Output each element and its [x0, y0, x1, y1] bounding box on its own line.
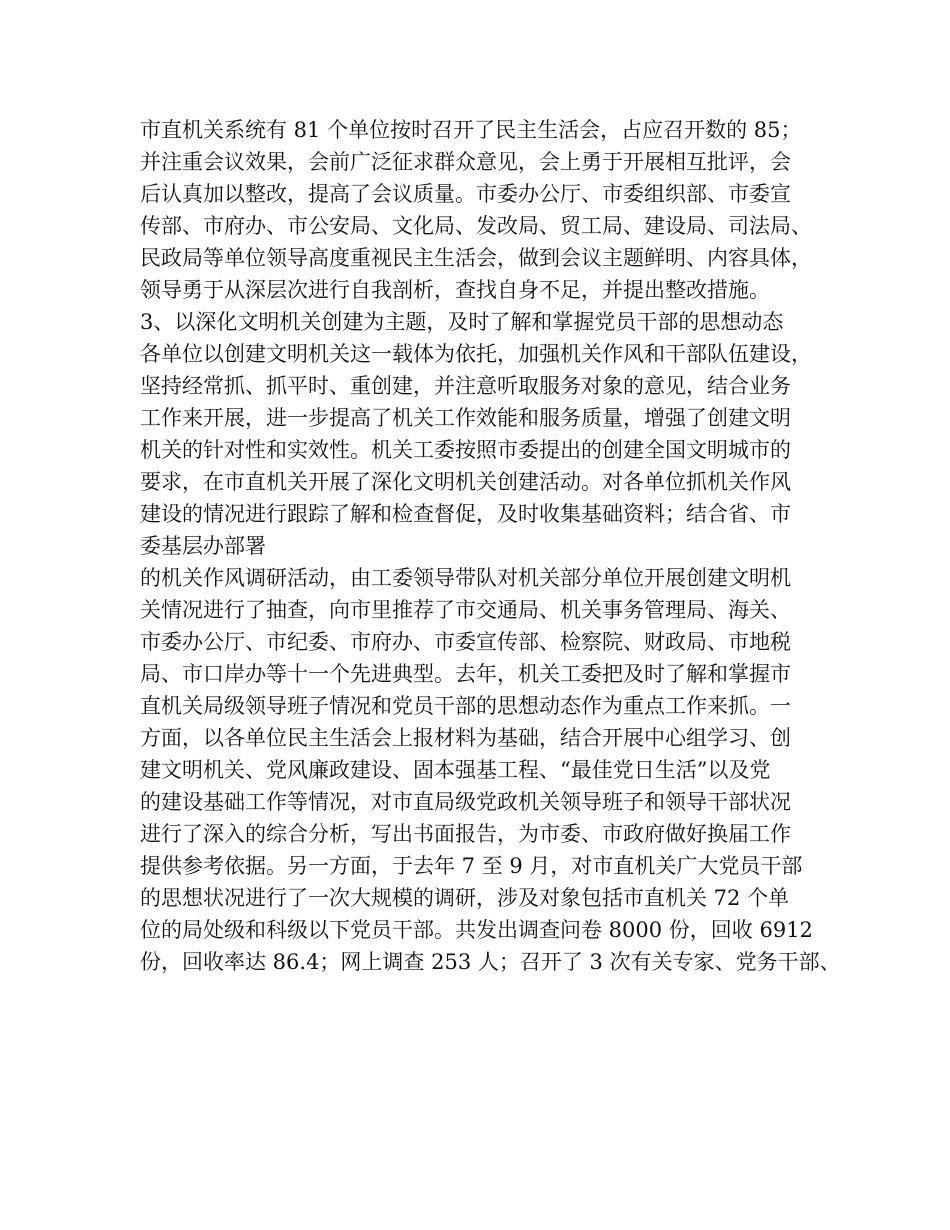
text-line: 委基层办部署 [140, 534, 266, 558]
text-line: 坚持经常抓、抓平时、重创建，并注意听取服务对象的意见，结合业务 [140, 374, 791, 398]
text-line: 工作来开展，进一步提高了机关工作效能和服务质量，增强了创建文明 [140, 406, 791, 430]
section-heading-line: 3、以深化文明机关创建为主题，及时了解和掌握党员干部的思想动态 [140, 310, 784, 334]
text-line: 并注重会议效果，会前广泛征求群众意见，会上勇于开展相互批评，会 [140, 150, 791, 174]
text-line: 份，回收率达 86.4；网上调查 253 人；召开了 3 次有关专家、党务干部、 [140, 950, 841, 974]
text-line: 关情况进行了抽查，向市里推荐了市交通局、机关事务管理局、海关、 [140, 598, 791, 622]
text-line: 的思想状况进行了一次大规模的调研，涉及对象包括市直机关 72 个单 [140, 886, 790, 910]
text-line: 市直机关系统有 81 个单位按时召开了民主生活会，占应召开数的 85； [140, 118, 802, 142]
text-line: 要求，在市直机关开展了深化文明机关创建活动。对各单位抓机关作风 [140, 470, 791, 494]
text-line: 的机关作风调研活动，由工委领导带队对机关部分单位开展创建文明机 [140, 566, 791, 590]
text-line: 建设的情况进行跟踪了解和检查督促，及时收集基础资料；结合省、市 [140, 502, 791, 526]
text-line: 机关的针对性和实效性。机关工委按照市委提出的创建全国文明城市的 [140, 438, 791, 462]
text-line: 领导勇于从深层次进行自我剖析，查找自身不足，并提出整改措施。 [140, 278, 770, 302]
text-line: 位的局处级和科级以下党员干部。共发出调查问卷 8000 份，回收 6912 [140, 918, 813, 942]
text-line: 市委办公厅、市纪委、市府办、市委宣传部、检察院、财政局、市地税 [140, 630, 791, 654]
text-line: 各单位以创建文明机关这一载体为依托，加强机关作风和干部队伍建设， [140, 342, 812, 366]
text-line: 建文明机关、党风廉政建设、固本强基工程、“最佳党日生活”以及党 [140, 758, 771, 782]
text-line: 后认真加以整改，提高了会议质量。市委办公厅、市委组织部、市委宣 [140, 182, 791, 206]
text-line: 的建设基础工作等情况，对市直局级党政机关领导班子和领导干部状况 [140, 790, 791, 814]
text-line: 传部、市府办、市公安局、文化局、发改局、贸工局、建设局、司法局、 [140, 214, 812, 238]
text-line: 进行了深入的综合分析，写出书面报告，为市委、市政府做好换届工作 [140, 822, 791, 846]
text-line: 方面，以各单位民主生活会上报材料为基础，结合开展中心组学习、创 [140, 726, 791, 750]
body-text [140, 114, 841, 978]
text-line: 局、市口岸办等十一个先进典型。去年，机关工委把及时了解和掌握市 [140, 662, 791, 686]
text-line: 直机关局级领导班子情况和党员干部的思想动态作为重点工作来抓。一 [140, 694, 791, 718]
text-line: 民政局等单位领导高度重视民主生活会，做到会议主题鲜明、内容具体， [140, 246, 812, 270]
text-line: 提供参考依据。另一方面，于去年 7 至 9 月，对市直机关广大党员干部 [140, 854, 803, 878]
